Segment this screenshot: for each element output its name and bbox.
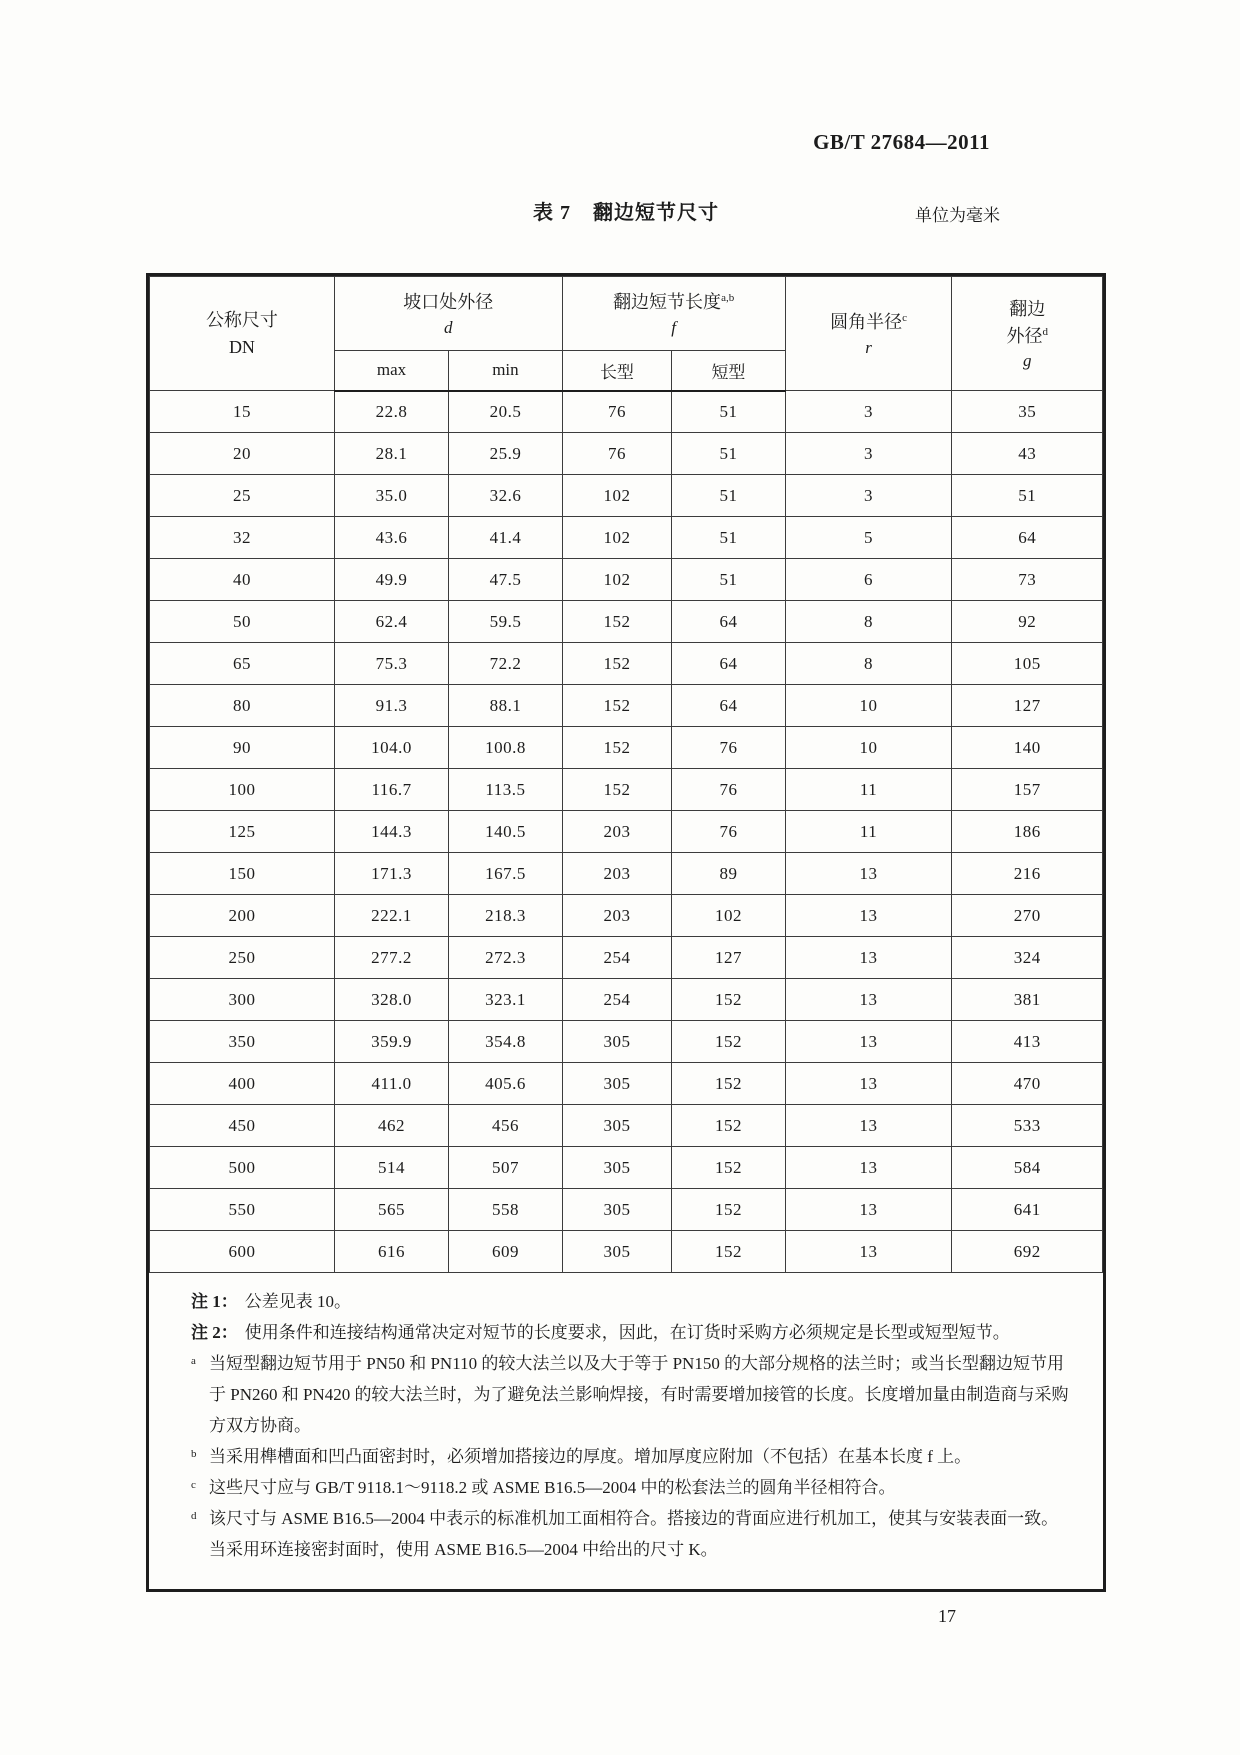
cell: 32 bbox=[150, 517, 335, 559]
cell: 64 bbox=[672, 643, 785, 685]
cell: 127 bbox=[672, 937, 785, 979]
cell: 157 bbox=[952, 769, 1103, 811]
cell: 405.6 bbox=[449, 1063, 562, 1105]
col-header-r-text: 圆角半径 bbox=[830, 312, 903, 333]
col-header-g-superscript: d bbox=[1042, 325, 1048, 338]
cell: 8 bbox=[785, 643, 952, 685]
table-head bbox=[150, 277, 1103, 391]
cell: 102 bbox=[562, 517, 672, 559]
cell: 216 bbox=[952, 853, 1103, 895]
cell: 13 bbox=[785, 853, 952, 895]
cell: 47.5 bbox=[449, 559, 562, 601]
cell: 72.2 bbox=[449, 643, 562, 685]
cell: 102 bbox=[672, 895, 785, 937]
col-header-f-label bbox=[563, 289, 785, 315]
cell: 116.7 bbox=[334, 769, 448, 811]
col-header-d bbox=[334, 277, 562, 351]
cell: 22.8 bbox=[334, 391, 448, 433]
cell: 64 bbox=[672, 685, 785, 727]
table-row bbox=[150, 433, 1103, 475]
cell: 462 bbox=[334, 1105, 448, 1147]
table-row bbox=[150, 601, 1103, 643]
cell: 76 bbox=[672, 727, 785, 769]
cell: 51 bbox=[672, 475, 785, 517]
note bbox=[191, 1504, 1073, 1566]
cell: 254 bbox=[562, 937, 672, 979]
cell: 305 bbox=[562, 1189, 672, 1231]
col-header-r-superscript: c bbox=[902, 312, 907, 325]
cell: 102 bbox=[562, 559, 672, 601]
cell: 600 bbox=[150, 1231, 335, 1273]
cell: 51 bbox=[952, 475, 1103, 517]
table7-frame bbox=[146, 273, 1106, 1592]
cell: 641 bbox=[952, 1189, 1103, 1231]
note-marker: b bbox=[191, 1447, 197, 1460]
cell: 127 bbox=[952, 685, 1103, 727]
cell: 13 bbox=[785, 1063, 952, 1105]
col-header-g bbox=[952, 277, 1103, 391]
cell: 150 bbox=[150, 853, 335, 895]
cell: 354.8 bbox=[449, 1021, 562, 1063]
cell: 200 bbox=[150, 895, 335, 937]
cell: 500 bbox=[150, 1147, 335, 1189]
cell: 88.1 bbox=[449, 685, 562, 727]
note-marker: d bbox=[191, 1509, 197, 1522]
col-header-dn-symbol: DN bbox=[228, 336, 255, 357]
cell: 152 bbox=[562, 769, 672, 811]
cell: 152 bbox=[562, 727, 672, 769]
cell: 272.3 bbox=[449, 937, 562, 979]
note-marker: a bbox=[191, 1354, 196, 1367]
cell: 100 bbox=[150, 769, 335, 811]
table-row bbox=[150, 475, 1103, 517]
cell: 13 bbox=[785, 895, 952, 937]
subcol-header-max: max bbox=[334, 351, 448, 391]
col-header-dn-label: 公称尺寸 bbox=[205, 310, 278, 331]
col-header-g-text: 外径 bbox=[1006, 325, 1043, 346]
cell: 413 bbox=[952, 1021, 1103, 1063]
table-body bbox=[150, 391, 1103, 1273]
cell: 13 bbox=[785, 1147, 952, 1189]
cell: 328.0 bbox=[334, 979, 448, 1021]
table-row bbox=[150, 1105, 1103, 1147]
cell: 51 bbox=[672, 391, 785, 433]
cell: 8 bbox=[785, 601, 952, 643]
cell: 300 bbox=[150, 979, 335, 1021]
cell: 13 bbox=[785, 1189, 952, 1231]
table-row bbox=[150, 853, 1103, 895]
cell: 270 bbox=[952, 895, 1103, 937]
cell: 43.6 bbox=[334, 517, 448, 559]
table-row bbox=[150, 517, 1103, 559]
cell: 277.2 bbox=[334, 937, 448, 979]
table-row bbox=[150, 811, 1103, 853]
table-row bbox=[150, 1147, 1103, 1189]
cell: 152 bbox=[672, 1231, 785, 1273]
col-header-f-superscript: a,b bbox=[721, 292, 735, 305]
note-text: 当采用榫槽面和凹凸面密封时，必须增加搭接边的厚度。增加厚度应附加（不包括）在基本长度 f 上。 bbox=[209, 1446, 972, 1466]
cell: 13 bbox=[785, 1021, 952, 1063]
table-title-label: 表 7 bbox=[533, 202, 571, 224]
cell: 692 bbox=[952, 1231, 1103, 1273]
cell: 50 bbox=[150, 601, 335, 643]
cell: 250 bbox=[150, 937, 335, 979]
subcol-header-min: min bbox=[449, 351, 562, 391]
cell: 62.4 bbox=[334, 601, 448, 643]
cell: 470 bbox=[952, 1063, 1103, 1105]
cell: 152 bbox=[672, 1021, 785, 1063]
cell: 76 bbox=[562, 391, 672, 433]
cell: 152 bbox=[672, 1147, 785, 1189]
cell: 609 bbox=[449, 1231, 562, 1273]
note-text: 该尺寸与 ASME B16.5—2004 中表示的标准机加工面相符合。搭接边的背面应进行机加工，使其与安装表面一致。当采用环连接密封面时，使用 ASME B16.5—2004 中给出的尺寸 K。 bbox=[209, 1508, 1059, 1559]
cell: 350 bbox=[150, 1021, 335, 1063]
unit-note: 单位为毫米 bbox=[915, 206, 1000, 225]
cell: 40 bbox=[150, 559, 335, 601]
cell: 13 bbox=[785, 937, 952, 979]
col-header-r-symbol: r bbox=[865, 337, 872, 357]
cell: 514 bbox=[334, 1147, 448, 1189]
cell: 75.3 bbox=[334, 643, 448, 685]
cell: 507 bbox=[449, 1147, 562, 1189]
cell: 305 bbox=[562, 1147, 672, 1189]
cell: 400 bbox=[150, 1063, 335, 1105]
table-row bbox=[150, 769, 1103, 811]
note bbox=[191, 1349, 1073, 1442]
cell: 65 bbox=[150, 643, 335, 685]
cell: 6 bbox=[785, 559, 952, 601]
cell: 152 bbox=[562, 601, 672, 643]
subcol-header-long: 长型 bbox=[562, 351, 672, 391]
col-header-f-text: 翻边短节长度 bbox=[613, 292, 722, 313]
note-text: 这些尺寸应与 GB/T 9118.1～9118.2 或 ASME B16.5—2004 中的松套法兰的圆角半径相符合。 bbox=[209, 1477, 896, 1497]
cell: 100.8 bbox=[449, 727, 562, 769]
cell: 25 bbox=[150, 475, 335, 517]
cell: 305 bbox=[562, 1063, 672, 1105]
cell: 152 bbox=[672, 979, 785, 1021]
note bbox=[191, 1318, 1073, 1349]
cell: 41.4 bbox=[449, 517, 562, 559]
cell: 125 bbox=[150, 811, 335, 853]
cell: 203 bbox=[562, 895, 672, 937]
col-header-g-label-2 bbox=[952, 323, 1102, 349]
col-header-r-label bbox=[786, 309, 952, 335]
cell: 91.3 bbox=[334, 685, 448, 727]
cell: 140.5 bbox=[449, 811, 562, 853]
table-row bbox=[150, 1021, 1103, 1063]
cell: 411.0 bbox=[334, 1063, 448, 1105]
cell: 76 bbox=[672, 769, 785, 811]
table-row bbox=[150, 1063, 1103, 1105]
cell: 35 bbox=[952, 391, 1103, 433]
table-row bbox=[150, 1189, 1103, 1231]
page-number: 17 bbox=[938, 1606, 956, 1626]
table-row bbox=[150, 685, 1103, 727]
cell: 92 bbox=[952, 601, 1103, 643]
col-header-g-label-1: 翻边 bbox=[1009, 299, 1046, 320]
cell: 35.0 bbox=[334, 475, 448, 517]
cell: 90 bbox=[150, 727, 335, 769]
cell: 76 bbox=[672, 811, 785, 853]
note bbox=[191, 1473, 1073, 1504]
table-row bbox=[150, 895, 1103, 937]
note-marker: 注 1： bbox=[191, 1292, 238, 1311]
cell: 64 bbox=[672, 601, 785, 643]
note-text: 公差见表 10。 bbox=[244, 1292, 351, 1311]
col-header-f-symbol: f bbox=[671, 317, 676, 337]
cell: 43 bbox=[952, 433, 1103, 475]
cell: 51 bbox=[672, 517, 785, 559]
notes-section bbox=[149, 1273, 1103, 1589]
note bbox=[191, 1442, 1073, 1473]
table-row bbox=[150, 1231, 1103, 1273]
table-row bbox=[150, 643, 1103, 685]
cell: 254 bbox=[562, 979, 672, 1021]
cell: 80 bbox=[150, 685, 335, 727]
cell: 144.3 bbox=[334, 811, 448, 853]
cell: 3 bbox=[785, 475, 952, 517]
cell: 203 bbox=[562, 811, 672, 853]
cell: 324 bbox=[952, 937, 1103, 979]
cell: 152 bbox=[672, 1105, 785, 1147]
cell: 456 bbox=[449, 1105, 562, 1147]
cell: 305 bbox=[562, 1021, 672, 1063]
table-row bbox=[150, 559, 1103, 601]
cell: 3 bbox=[785, 391, 952, 433]
cell: 171.3 bbox=[334, 853, 448, 895]
cell: 51 bbox=[672, 559, 785, 601]
cell: 89 bbox=[672, 853, 785, 895]
document-code: GB/T 27684—2011 bbox=[813, 130, 990, 154]
cell: 305 bbox=[562, 1231, 672, 1273]
cell: 140 bbox=[952, 727, 1103, 769]
cell: 76 bbox=[562, 433, 672, 475]
col-header-d-symbol: d bbox=[444, 317, 453, 337]
cell: 5 bbox=[785, 517, 952, 559]
cell: 152 bbox=[562, 643, 672, 685]
note-marker: 注 2： bbox=[191, 1322, 238, 1342]
cell: 64 bbox=[952, 517, 1103, 559]
cell: 167.5 bbox=[449, 853, 562, 895]
cell: 10 bbox=[785, 685, 952, 727]
cell: 59.5 bbox=[449, 601, 562, 643]
cell: 152 bbox=[562, 685, 672, 727]
cell: 104.0 bbox=[334, 727, 448, 769]
cell: 11 bbox=[785, 769, 952, 811]
cell: 13 bbox=[785, 979, 952, 1021]
cell: 10 bbox=[785, 727, 952, 769]
cell: 13 bbox=[785, 1231, 952, 1273]
cell: 550 bbox=[150, 1189, 335, 1231]
cell: 11 bbox=[785, 811, 952, 853]
cell: 359.9 bbox=[334, 1021, 448, 1063]
note-marker: c bbox=[191, 1478, 196, 1491]
table-row bbox=[150, 979, 1103, 1021]
note bbox=[191, 1287, 1073, 1318]
col-header-f bbox=[562, 277, 785, 351]
cell: 51 bbox=[672, 433, 785, 475]
header-row-1 bbox=[150, 277, 1103, 351]
note-text: 使用条件和连接结构通常决定对短节的长度要求，因此，在订货时采购方必须规定是长型或短型短节。 bbox=[244, 1322, 1010, 1342]
cell: 222.1 bbox=[334, 895, 448, 937]
col-header-d-label: 坡口处外径 bbox=[403, 292, 494, 313]
cell: 218.3 bbox=[449, 895, 562, 937]
cell: 25.9 bbox=[449, 433, 562, 475]
cell: 186 bbox=[952, 811, 1103, 853]
table-title-text: 翻边短节尺寸 bbox=[593, 202, 719, 224]
cell: 152 bbox=[672, 1063, 785, 1105]
col-header-g-symbol: g bbox=[1022, 350, 1032, 370]
cell: 558 bbox=[449, 1189, 562, 1231]
cell: 381 bbox=[952, 979, 1103, 1021]
cell: 20 bbox=[150, 433, 335, 475]
cell: 32.6 bbox=[449, 475, 562, 517]
cell: 15 bbox=[150, 391, 335, 433]
table-row bbox=[150, 937, 1103, 979]
note-text: 当短型翻边短节用于 PN50 和 PN110 的较大法兰以及大于等于 PN150 的大部分规格的法兰时；或当长型翻边短节用于 PN260 和 PN420 的较大法兰时，为了避免法兰影响焊接，有时需要增加接管的长度。长度增加量由制造商与采购方双方协商。 bbox=[209, 1353, 1069, 1435]
subcol-header-short: 短型 bbox=[672, 351, 785, 391]
table-row bbox=[150, 391, 1103, 433]
cell: 152 bbox=[672, 1189, 785, 1231]
dimension-table bbox=[149, 276, 1103, 1273]
cell: 305 bbox=[562, 1105, 672, 1147]
cell: 323.1 bbox=[449, 979, 562, 1021]
cell: 533 bbox=[952, 1105, 1103, 1147]
cell: 203 bbox=[562, 853, 672, 895]
cell: 49.9 bbox=[334, 559, 448, 601]
cell: 565 bbox=[334, 1189, 448, 1231]
cell: 584 bbox=[952, 1147, 1103, 1189]
cell: 13 bbox=[785, 1105, 952, 1147]
cell: 450 bbox=[150, 1105, 335, 1147]
cell: 616 bbox=[334, 1231, 448, 1273]
cell: 20.5 bbox=[449, 391, 562, 433]
col-header-r bbox=[785, 277, 952, 391]
cell: 102 bbox=[562, 475, 672, 517]
cell: 3 bbox=[785, 433, 952, 475]
cell: 113.5 bbox=[449, 769, 562, 811]
cell: 105 bbox=[952, 643, 1103, 685]
cell: 73 bbox=[952, 559, 1103, 601]
cell: 28.1 bbox=[334, 433, 448, 475]
col-header-dn bbox=[150, 277, 335, 391]
table-row bbox=[150, 727, 1103, 769]
